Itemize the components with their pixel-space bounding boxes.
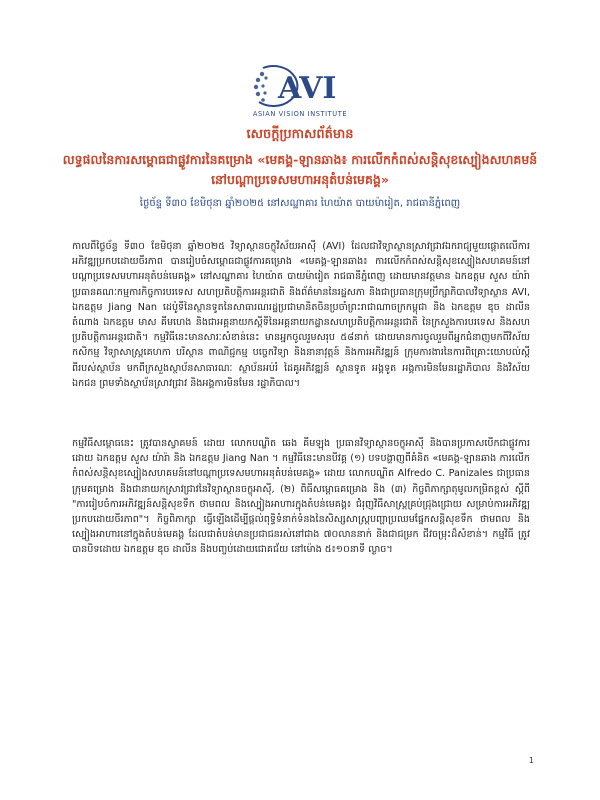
press-release-heading: សេចក្ដីប្រកាសព័ត៌មាន — [246, 127, 354, 142]
logo-wordmark: AVI — [278, 71, 337, 106]
page-number: 1 — [528, 756, 534, 765]
dateline: ថ្ងៃច័ន្ទ ទី៣០ ខែមិថុនា ឆ្នាំ២០២៥ នៅសណ្ឋាគារ ហៃយ៉ាត បាយម៉ារៀត, រាជធានីភ្នំពេញ — [139, 198, 461, 209]
page-title: លទ្ធផលនៃការសម្ពោធជាផ្លូវការនៃគម្រោង «មេគង្គ-ឡានឆាង៖ ការលើកកំពស់សន្តិសុខស្បៀងសហគមន៍នៅបណ្ដាប្រទេសមហាអនុតំបន់មេគង្គ» — [62, 152, 538, 187]
avi-logo-graphic — [225, 58, 375, 120]
body-paragraph-2: កម្មវិធីសម្ពោធនេះ ត្រូវបានស្វាគមន៍ ដោយ លោកបណ្ឌិត ឆេង គីមឡុង ប្រធានវិទ្យាស្ថានចក្ខុអាស៊ី និងបានប្រកាសបើកជាផ្លូវការដោយ ឯកឧត្តម សួស យ៉ារ៉ា និង ឯកឧត្តម Jiang Nan ។ កម្មវិធីនេះមានបីវគ្គ (១) បទបង្ហាញពីគំនិត «មេគង្គ-ឡានឆាង ការលើកកំពស់សន្តិសុខស្បៀងសហគមន៍នៅបណ្ដាប្រទេសមហាអនុតំបន់មេគង្គ» ដោយ លោកបណ្ឌិត Alfredo C. Panizales ជាប្រធានក្រុមគម្រោង និងជានាយកស្រាវជ្រាវនៃវិទ្យាស្ថានចក្ខុអាស៊ី, (២) ពិធីសម្ពោធគម្រោង និង (៣) កិច្ចពិភាក្សាតុមូលកម្រិតខ្ពស់ ស្ដីពី "ការរៀបចំការអភិវឌ្ឍន៍សន្តិសុខទឹក ថាមពល និងស្បៀងអាហារក្នុងតំបន់មេគង្គ៖ ជំរុញវិធីសាស្ត្រគ្រប់ជ្រុងជ្រោយ សម្រាប់ការអភិវឌ្ឍប្រកបដោយចីរភាព"។ កិច្ចពិភាក្សា ធ្វើឡើងដើម្បីផ្ដល់ពុទ្ធិទំនាក់ទំនងនៃសិស្សសាស្ត្របញ្ហាប្រឈមផ្នែកសន្តិសុខទឹក ថាមពល និងស្បៀងអាហារនៅក្នុងតំបន់មេគង្គ ដែលជាតំបន់មានប្រជាជនរស់នៅជាង ៧០លាននាក់ និងជាជម្រក ជីវចម្រុះដ៏សំខាន់។ កម្មវិធី ត្រូវបានបិទដោយ ឯកឧត្តម ឌុច ដាលីន និងបញ្ចប់ដោយជោគជ័យ នៅម៉ោង ៥៖១០នាទី ល្ងាច។ — [72, 438, 530, 556]
logo-tagline: ASIAN VISION INSTITUTE — [252, 110, 348, 118]
avi-logo — [0, 58, 600, 120]
body-paragraph-1: កាលពីថ្ងៃច័ន្ទ ទី៣០ ខែមិថុនា ឆ្នាំ២០២៥ វិទ្យាស្ថានចក្ខុវិស័យអាស៊ី (AVI) ដែលជាវិទ្យាស្ថានស្រាវជ្រាវឯករាជ្យមួយផ្ដោតលើការអភិវឌ្ឍប្រកបដោយចីរភាព បានរៀបចំសម្ពោធជាផ្លូវការគម្រោង «មេគង្គ-ឡានឆាង៖ ការលើកកំពស់សន្តិសុខស្បៀងសហគមន៍នៅបណ្ដាប្រទេសមហាអនុតំបន់មេគង្គ» នៅសណ្ឋាគារ ហៃយ៉ាត បាយម៉ារៀត រាជធានីភ្នំពេញ ដោយមានវត្តមាន ឯកឧត្តម សួស យ៉ារ៉ា ប្រធានគណៈកម្មការកិច្ចការបរទេស សហប្រតិបត្តិការអន្តរជាតិ និងព័ត៌មាននៃរដ្ឋសភា និងជាប្រធានក្រុមប្រឹក្សាភិបាលវិទ្យាស្ថាន AVI, ឯកឧត្តម Jiang Nan ដេប៉ូទីនៃស្ថានទូតនៃសាធារណរដ្ឋប្រជាមានិតចិនប្រចាំព្រះរាជាណាចក្រកម្ពុជា និង ឯកឧត្តម ឌុច ដាលីន តំណាង ឯកឧត្តម មាស គីមហេង និងជាអគ្គនាយកស្ដីទីនៃអគ្គនាយកដ្ឋានសហប្រតិបត្តិការអន្តរជាតិ នៃក្រសួងការបរទេស និងសហប្រតិបត្តិការអន្តរជាតិ។ កម្មវិធីនេះមានសារៈសំខាន់នេះ មានអ្នកចូលរួមសរុប ៥៨នាក់ ដោយមានការចូលរួមពីអ្នកជំនាញមកពីវិស័យកសិកម្ម វិទ្យាសាស្ត្រគេហកា បរិស្ថាន ពាណិជ្ជកម្ម បច្ចេកវិទ្យា និងនានាវុត្តន៍ និងការអភិវឌ្ឍន៍ ក្រុមការងារនៃការពិគ្រោះយោបល់ស្ដីពីរបស់ស្ថាប័ន មកពីក្រសួងស្ថាប័នសាធារណៈ ស្ថាប័នអប់រំ ដៃគូអភិវឌ្ឍន៍ ស្ថានទូត អង្គទូត អង្គការមិនមែនរដ្ឋាភិបាល និងវិស័យឯកជន ព្រមទាំងស្ថាប័នស្រាវជ្រាវ និងអង្គការមិនមែន រដ្ឋាភិបាល។ — [72, 241, 530, 389]
